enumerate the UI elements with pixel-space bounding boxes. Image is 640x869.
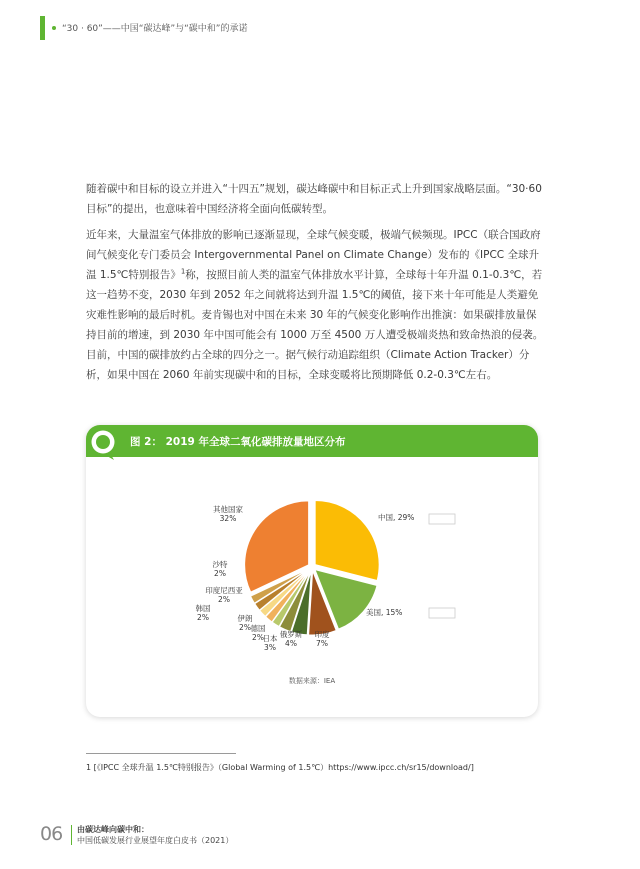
slice-label-3: 俄罗斯 4%	[279, 630, 303, 648]
figure-title: 图 2： 2019 年全球二氧化碳排放量地区分布	[130, 436, 346, 448]
footnote-reference[interactable]: 1	[180, 267, 186, 276]
footer-divider	[71, 825, 72, 845]
header-accent-bar	[40, 16, 45, 40]
paragraph-3: 目前，中国的碳排放约占全球的四分之一。据气候行动追踪组织（Climate Action Tracker）分析，如果中国在 2060 年前实现碳中和的目标，全球变暖将比预期降低 0.2-0.3℃左右。	[86, 349, 530, 381]
slice-label-8: 印度尼西亚 2%	[205, 586, 243, 604]
pie-chart	[86, 465, 538, 675]
paragraph-2-part-2: 称，按照目前人类的温室气体排放水平计算，全球每十年升温 0.1-0.3℃，若这一趋势不变，2030 年到 2052 年之间就将达到升温 1.5℃的阈值，接下来十年可能是人类避免灾难性影响的最后时机。麦肯锡也对中国在未来 30 年的气候变化影响作出推演：如果碳排放量保持目前的增速，到 2030 年中国可能会有 1000 万至 4500 万人遭受极端炎热和致命热浪的侵袭。	[86, 269, 544, 341]
header-title: “30 · 60”——中国“碳达峰”与“碳中和”的承诺	[62, 24, 248, 34]
header-bullet-icon	[52, 26, 56, 30]
pie-slice-0	[315, 501, 379, 581]
magnifier-icon	[88, 427, 122, 461]
slice-label-1: 美国, 15%	[366, 608, 403, 617]
slice-label-0: 中国, 29%	[378, 513, 415, 522]
footnote: 1 [《IPCC 全球升温 1.5℃特别报告》（Global Warming of 1.5℃）https://www.ipcc.ch/sr15/download/]	[86, 763, 474, 772]
footer-title: 由碳达峰向碳中和：	[77, 825, 149, 834]
page-number: 06	[40, 823, 63, 845]
footer-subtitle: 中国低碳发展行业展望年度白皮书（2021）	[77, 836, 234, 845]
slice-label-5: 德国 2%	[250, 624, 266, 642]
label-box-1	[429, 608, 455, 618]
figure-source: 数据来源：IEA	[288, 677, 336, 685]
paragraph-2-part-1: 近年来，大量温室气体排放的影响已逐渐显现，全球气候变暖，极端气候频现。IPCC（联合国政府间气候变化专门委员会 Intergovernmental Panel on Climate Change）发布的《IPCC 全球升温 1.5℃特别报告》	[86, 229, 541, 281]
slice-label-6: 伊朗 2%	[237, 614, 253, 632]
figure-card	[86, 425, 538, 717]
label-box-0	[429, 514, 455, 524]
slice-label-4: 日本 3%	[262, 634, 278, 652]
footnote-divider	[86, 753, 236, 754]
paragraph-1: 随着碳中和目标的设立并进入“十四五”规划，碳达峰碳中和目标正式上升到国家战略层面。“30·60目标”的提出，也意味着中国经济将全面向低碳转型。	[86, 183, 542, 215]
slice-label-9: 沙特 2%	[212, 560, 228, 578]
slice-label-2: 印度 7%	[314, 630, 330, 648]
slice-label-7: 韩国 2%	[195, 604, 211, 622]
paragraph-2	[86, 225, 546, 345]
slice-label-10: 其他国家 32%	[213, 505, 243, 523]
figure-header	[86, 425, 538, 457]
